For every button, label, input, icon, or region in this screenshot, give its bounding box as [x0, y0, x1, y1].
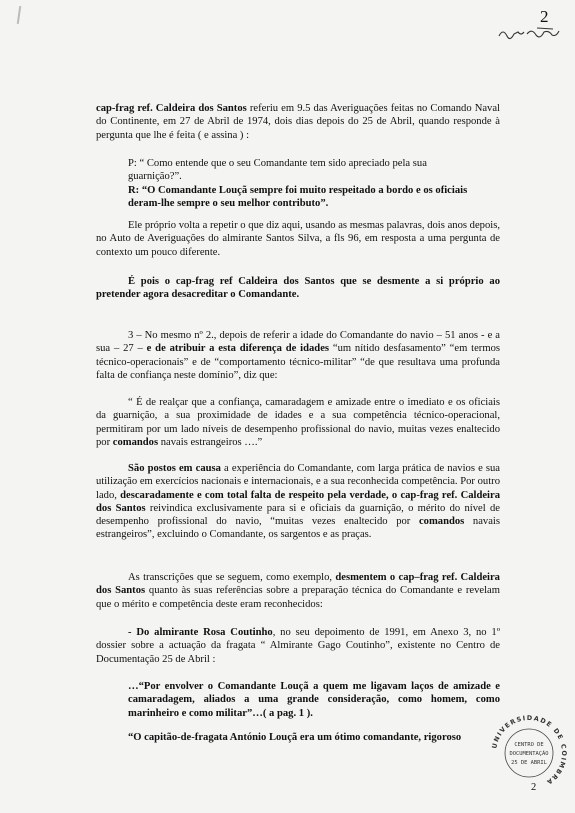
quote-rosa-coutinho: …“Por envolver o Comandante Louçã a quem me ligavam laços de amizade e camaradagem, aliados a uma grande consideração, como homem, como marinheiro e como militar”…( a pag. 1 ). — [128, 681, 500, 719]
paragraph-transcriptions: As transcrições que se seguem, como exemplo, desmentem o cap–frag ref. Caldeira dos Santos quanto às suas referências sobre a preparação técnica do Comandante e revelam que o mérito e competência deste eram reconhecidos: — [96, 572, 500, 610]
stamp-line-1: CENTRO DE — [514, 742, 544, 748]
paragraph-contradiction: É pois o cap-frag ref Caldeira dos Santos que se desmente a si próprio ao pretender agora desacreditar o Comandante. — [96, 276, 500, 301]
paragraph-repeat: Ele próprio volta a repetir o que diz aqui, usando as mesmas palavras, dois anos depois, no Auto de Averiguações do almirante Santos Silva, a fls 96, em resposta a uma pergunta de contexto um pouco diferente. — [96, 220, 500, 258]
archive-stamp — [488, 712, 570, 794]
handwritten-initials — [497, 24, 563, 44]
paragraph-questioned: São postos em causa a experiência do Comandante, com larga prática de navios e sua utilização em exercícios nacionais e internacionais, e a sua reconhecida competência. Por outro lado, descaradamente e com total falta de respeito pela verdade, o cap-frag ref. Caldeira dos Santos reivindica exclusivamente para si e oficiais da guarnição, o mérito do nível de desempenho profissional do navio, “muitas vezes enaltecido por comandos navais estrangeiros”, excluindo o Comandante, os sargentos e as praças. — [96, 463, 501, 541]
paragraph-rosa-coutinho: - Do almirante Rosa Coutinho, no seu depoimento de 1991, em Anexo 3, no 1º dossier sobre a actuação da fragata “ Almirante Gago Coutinho”, existente no Centro de Documentação 25 de Abril : — [96, 627, 500, 665]
answer-text: R: “O Comandante Louçã sempre foi muito respeitado a bordo e os oficiais deram-lhe sempre o seu melhor contributo”. — [128, 185, 468, 210]
page-number-top: 2 — [540, 7, 549, 26]
paragraph-section-3: 3 – No mesmo nº 2., depois de referir a idade do Comandante do navio – 51 anos - e a sua – 27 – e de atribuir a esta diferença de idades “um nítido desfasamento” “em termos técnico-operacionais” e de “comportamento técnico-militar” “de que resultava uma profunda falta de confiança neste domínio”, diz que: — [96, 330, 500, 381]
stamp-line-2: DOCUMENTAÇÃO — [509, 751, 549, 757]
stamp-line-3: 25 DE ABRIL — [511, 760, 547, 766]
stamp-ring-text: UNIVERSIDADE DE COIMBRA — [490, 713, 569, 787]
quote-confidence: “ É de realçar que a confiança, camaradagem e amizade entre o imediato e os oficiais da guarnição, a sua proximidade de idades e a sua competência técnico-operacional, permitiram por um lado níveis de desempenho profissional do navio, muitas vezes enaltecido por comandos navais estrangeiros ….” — [96, 397, 500, 448]
paragraph-intro: cap-frag ref. Caldeira dos Santos referiu em 9.5 das Averiguações feitas no Comando Naval do Continente, em 27 de Abril de 1974, dois dias depois do 25 de Abril, quando responde à pergunta que lhe é feita ( e assina ) : — [96, 103, 500, 141]
question-text: P: “ Como entende que o seu Comandante tem sido apreciado pela sua guarnição?”. — [128, 158, 427, 183]
page-number-bottom: 2 — [531, 782, 537, 793]
margin-mark — [17, 6, 21, 24]
quote-start-commander: “O capitão-de-fragata António Louçã era um ótimo comandante, rigoroso — [128, 732, 462, 743]
